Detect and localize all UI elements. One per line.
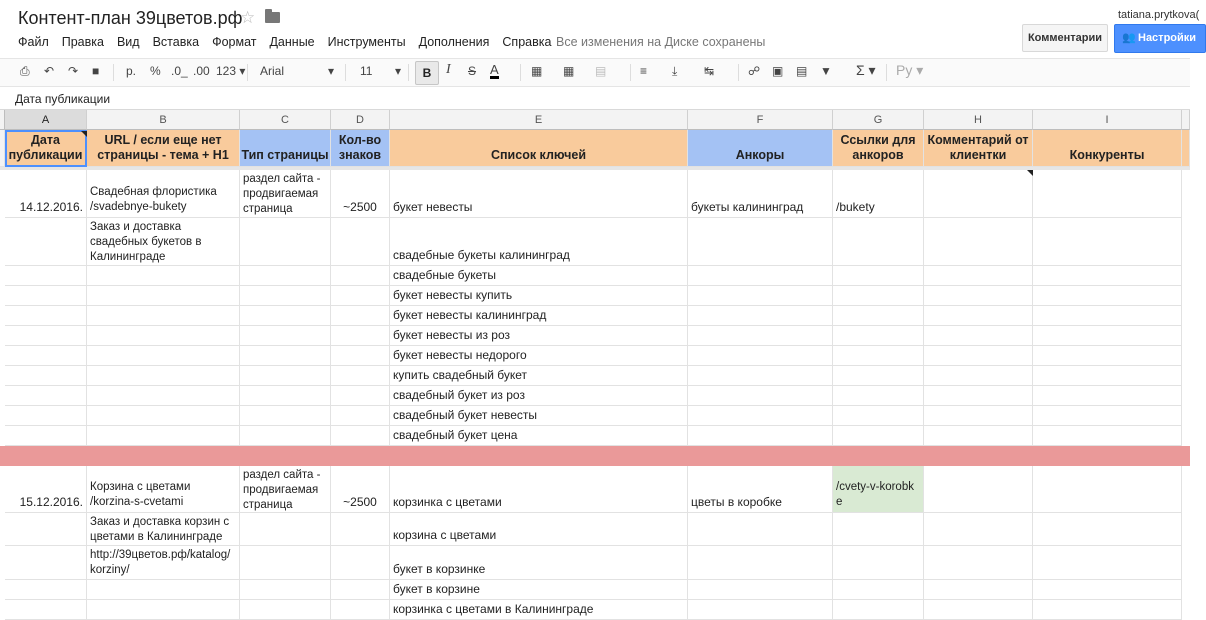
formula-bar	[0, 86, 1190, 110]
merge-cells-icon[interactable]: ▤	[595, 64, 607, 78]
key-cell[interactable]: свадебный букет цена	[390, 426, 688, 446]
menu-format[interactable]: Формат	[212, 35, 257, 49]
align-vertical-icon[interactable]: ⤓	[672, 64, 678, 78]
header-cell-competitors[interactable]: Конкуренты	[1033, 130, 1182, 167]
text-color-button[interactable]: A	[490, 62, 499, 77]
key-cell[interactable]: свадебные букеты	[390, 266, 688, 286]
italic-button[interactable]: I	[446, 62, 451, 77]
key-cell[interactable]: букет невесты купить	[390, 286, 688, 306]
key-cell[interactable]: букет невесты калининград	[390, 306, 688, 326]
link-cell[interactable]: /cvety-v-korobke	[833, 466, 924, 513]
column-header-a[interactable]: A	[5, 110, 87, 130]
font-family-dropdown[interactable]: Arial ▾	[260, 64, 335, 78]
font-size-dropdown[interactable]: 11 ▾	[360, 64, 402, 78]
key-cell[interactable]: купить свадебный букет	[390, 366, 688, 386]
insert-chart-icon[interactable]: ▤	[796, 64, 808, 78]
chars-cell[interactable]: ~2500	[331, 170, 390, 218]
currency-format-button[interactable]: р.	[126, 64, 137, 78]
comments-button[interactable]: Комментарии	[1022, 24, 1108, 52]
redo-icon[interactable]: ↷	[68, 64, 79, 78]
comment-cell[interactable]	[924, 170, 1033, 218]
header-cell-type[interactable]: Тип страницы	[240, 130, 331, 167]
formula-input[interactable]: Дата публикации	[15, 92, 111, 106]
key-cell[interactable]: букет невесты из роз	[390, 326, 688, 346]
column-header-b[interactable]: B	[87, 110, 240, 130]
undo-icon[interactable]: ↶	[44, 64, 55, 78]
key-cell[interactable]: корзинка с цветами в Калининграде	[390, 600, 688, 620]
fill-color-icon[interactable]: ▦	[531, 64, 543, 78]
separator-row[interactable]	[0, 446, 1190, 466]
column-header-c[interactable]: C	[240, 110, 331, 130]
document-title[interactable]: Контент-план 39цветов.рф	[18, 8, 243, 28]
insert-comment-icon[interactable]: ▣	[772, 64, 784, 78]
catalog-url-cell[interactable]: http://39цветов.рф/katalog/korziny/	[87, 546, 240, 580]
header-cell-comment[interactable]: Комментарий от клиентки	[924, 130, 1033, 167]
h1-cell[interactable]: Заказ и доставка корзин с цветами в Калининграде	[87, 513, 240, 546]
header-cell-date[interactable]: Дата публикации	[5, 130, 87, 167]
menu-bar	[18, 35, 564, 49]
column-header-j[interactable]	[1182, 110, 1190, 130]
url-cell[interactable]: Корзина с цветами /korzina-s-cvetami	[87, 466, 240, 513]
date-cell[interactable]	[5, 218, 87, 266]
strikethrough-button[interactable]: S	[468, 64, 477, 78]
anchor-cell[interactable]: букеты калининград	[688, 170, 833, 218]
column-header-h[interactable]: H	[924, 110, 1033, 130]
more-formats-dropdown[interactable]: 123 ▾	[216, 64, 246, 78]
share-button[interactable]	[1114, 24, 1206, 53]
date-cell[interactable]: 15.12.2016.	[5, 466, 87, 513]
column-header-i[interactable]: I	[1033, 110, 1182, 130]
menu-addons[interactable]: Дополнения	[418, 35, 490, 49]
key-cell[interactable]: корзинка с цветами	[390, 466, 688, 513]
key-cell[interactable]: букет в корзинке	[390, 546, 688, 580]
column-header-d[interactable]: D	[331, 110, 390, 130]
save-status[interactable]: Все изменения на Диске сохранены	[556, 35, 766, 49]
header-cell-url[interactable]: URL / если еще нет страницы - тема + H1	[87, 130, 240, 167]
key-cell[interactable]: свадебные букеты калининград	[390, 218, 688, 266]
column-header-g[interactable]: G	[833, 110, 924, 130]
star-icon[interactable]: ☆	[240, 8, 256, 27]
key-cell[interactable]: букет в корзине	[390, 580, 688, 600]
percent-format-button[interactable]: %	[150, 64, 161, 78]
menu-file[interactable]: Файл	[18, 35, 49, 49]
menu-data[interactable]: Данные	[269, 35, 315, 49]
user-account[interactable]: tatiana.prytkova(	[1118, 9, 1200, 21]
key-cell[interactable]: свадебный букет невесты	[390, 406, 688, 426]
input-tools-button[interactable]: Ру ▾	[896, 62, 924, 78]
key-cell[interactable]: букет невесты недорого	[390, 346, 688, 366]
people-icon: 👥	[1122, 32, 1136, 44]
bold-button[interactable]: B	[415, 61, 439, 85]
link-cell[interactable]: /bukety	[833, 170, 924, 218]
key-cell[interactable]: корзина с цветами	[390, 513, 688, 546]
type-cell[interactable]: раздел сайта - продвигаемая страница	[240, 466, 331, 513]
folder-icon[interactable]	[265, 12, 280, 23]
align-horizontal-icon[interactable]: ≡	[640, 64, 648, 78]
date-cell[interactable]: 14.12.2016.	[5, 170, 87, 218]
increase-decimal-button[interactable]: .00	[193, 64, 210, 78]
key-cell[interactable]: букет невесты	[390, 170, 688, 218]
functions-button[interactable]: Σ ▾	[856, 62, 876, 78]
paint-format-icon[interactable]: ■	[92, 64, 100, 78]
header-cell-anchors[interactable]: Анкоры	[688, 130, 833, 167]
competitors-cell[interactable]	[1033, 170, 1182, 218]
menu-insert[interactable]: Вставка	[152, 35, 200, 49]
menu-tools[interactable]: Инструменты	[327, 35, 406, 49]
chars-cell[interactable]: ~2500	[331, 466, 390, 513]
borders-icon[interactable]: ▦	[563, 64, 575, 78]
menu-edit[interactable]: Правка	[61, 35, 104, 49]
text-wrap-icon[interactable]: ↹	[704, 64, 715, 78]
anchor-cell[interactable]: цветы в коробке	[688, 466, 833, 513]
print-icon[interactable]: ⎙	[20, 64, 30, 78]
insert-link-icon[interactable]: ☍	[748, 64, 761, 78]
url-cell[interactable]: Свадебная флористика /svadebnye-bukety	[87, 170, 240, 218]
h1-cell[interactable]: Заказ и доставка свадебных букетов в Калининграде	[87, 218, 240, 266]
column-header-e[interactable]: E	[390, 110, 688, 130]
share-button-label: Настройки	[1138, 32, 1197, 44]
column-header-f[interactable]: F	[688, 110, 833, 130]
header-cell-links[interactable]: Ссылки для анкоров	[833, 130, 924, 167]
header-cell-chars[interactable]: Кол-во знаков	[331, 130, 390, 167]
type-cell[interactable]: раздел сайта - продвигаемая страница	[240, 170, 331, 218]
key-cell[interactable]: свадебный букет из роз	[390, 386, 688, 406]
header-cell-keys[interactable]: Список ключей	[390, 130, 688, 167]
toolbar	[0, 58, 1190, 87]
decrease-decimal-button[interactable]: .0_	[171, 64, 188, 78]
menu-view[interactable]: Вид	[116, 35, 140, 49]
menu-help[interactable]: Справка	[502, 35, 552, 49]
filter-icon[interactable]: ▼	[820, 64, 832, 78]
